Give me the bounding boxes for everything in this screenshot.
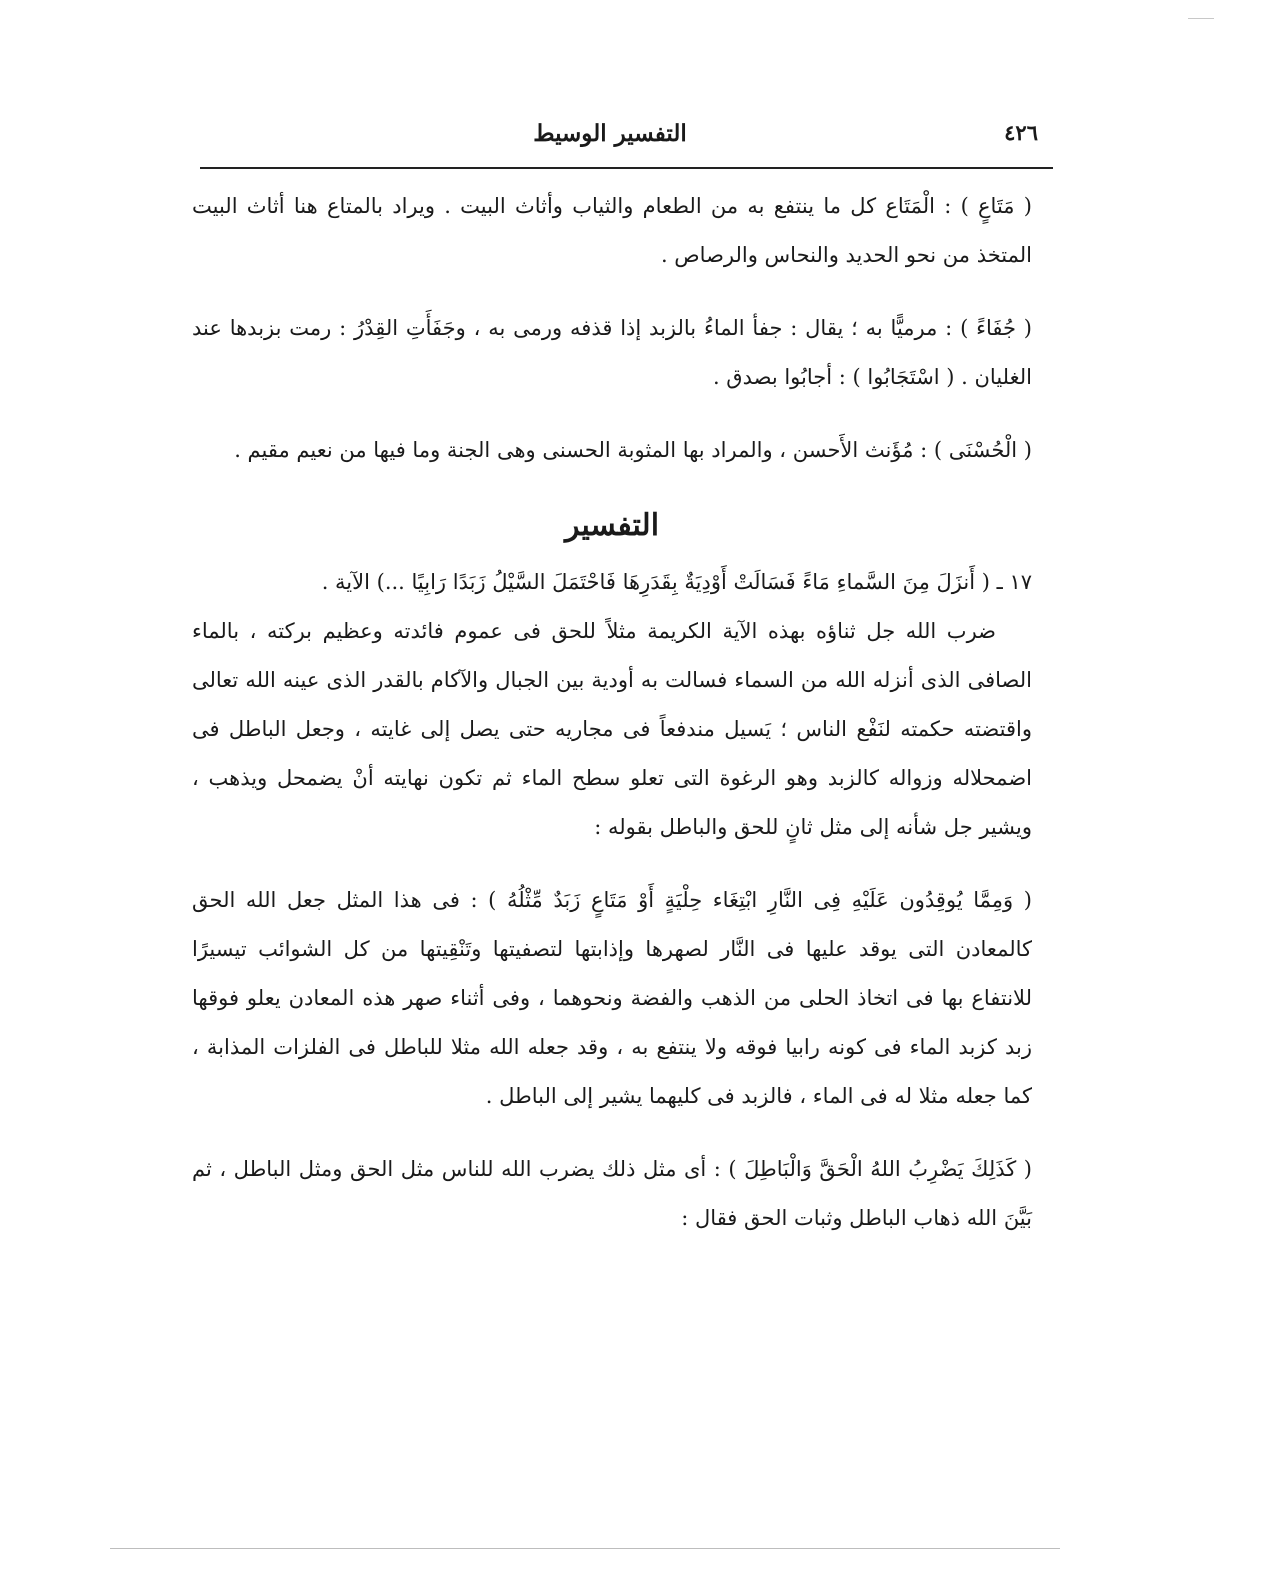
glossary-jufaa: ( جُفَاءً ) : مرميًّا به ؛ يقال : جفأ الماءُ بالزبد إذا قذفه ورمى به ، وجَفَأَتِ القِدْرُ : رمت بزبدها عند الغليان . ( اسْتَجَابُوا ) : أجابُوا بصدق .	[192, 316, 1032, 389]
glossary-husna: ( الْحُسْنَى ) : مُؤَنث الأَحسن ، والمراد بها المثوبة الحسنى وهى الجنة وما فيها من نعيم مقيم .	[234, 438, 1032, 462]
running-title: التفسير الوسيط	[533, 120, 687, 147]
commentary-paragraph-3: ( كَذَلِكَ يَضْرِبُ اللهُ الْحَقَّ وَالْبَاطِلَ ) : أى مثل ذلك يضرب الله للناس مثل الحق ومثل الباطل ، ثم بَيَّنَ الله ذهاب الباطل وثبات الحق فقال :	[192, 1157, 1032, 1230]
section-title: التفسير	[564, 508, 660, 543]
page-number: ٤٢٦	[1004, 120, 1038, 145]
glossary-mataa: ( مَتَاعٍ ) : الْمَتَاع كل ما ينتفع به من الطعام والثياب وأثاث البيت . ويراد بالمتاع هنا أثاث البيت المتخذ من نحو الحديد والنحاس والرصاص .	[192, 194, 1032, 267]
footer-rule	[110, 1548, 1060, 1549]
book-page	[180, 110, 1050, 1540]
page-body	[192, 182, 1032, 1243]
page-header	[180, 120, 1050, 160]
commentary-paragraph-1: ضرب الله جل ثناؤه بهذه الآية الكريمة مثلاً للحق فى عموم فائدته وعظيم بركته ، بالماء الصافى الذى أنزله الله من السماء فسالت به أودية بين الجبال والآكام بالقدر الذى عينه الله تعالى واقتضته حكمته لنَفْع الناس ؛ يَسيل مندفعاً فى مجاريه حتى يصل إلى غايته ، وجعل الباطل فى اضمحلاله وزواله كالزبد وهو الرغوة التى تعلو سطح الماء ثم تكون نهايته أنْ يضمحل ويذهب ، ويشير جل شأنه إلى مثل ثانٍ للحق والباطل بقوله :	[192, 619, 1032, 839]
corner-mark	[1188, 18, 1214, 19]
verse-heading: ١٧ ـ ( أَنزَلَ مِنَ السَّماءِ مَاءً فَسَالَتْ أَوْدِيَةٌ بِقَدَرِهَا فَاحْتَمَلَ السَّيْلُ زَبَدًا رَابِيًا ...) الآية .	[321, 570, 1032, 594]
commentary-paragraph-2: ( وَمِمَّا يُوقِدُون عَلَيْهِ فِى النَّارِ ابْتِغَاء حِلْيَةٍ أَوْ مَتَاعٍ زَبَدٌ مِّثْلُهُ ) : فى هذا المثل جعل الله الحق كالمعادن التى يوقد عليها فى النَّار لصهرها وإذابتها لتصفيتها وتَنْقِيتها من كل الشوائب تيسيرًا للانتفاع بها فى اتخاذ الحلى من الذهب والفضة ونحوهما ، وفى أثناء صهر هذه المعادن يعلو فوقها زبد كزبد الماء فى كونه رابيا فوقه ولا ينتفع به ، وقد جعله الله مثلا للباطل فى الفلزات المذابة ، كما جعله مثلا له فى الماء ، فالزبد فى كليهما يشير إلى الباطل .	[192, 888, 1032, 1108]
header-rule	[200, 167, 1053, 169]
